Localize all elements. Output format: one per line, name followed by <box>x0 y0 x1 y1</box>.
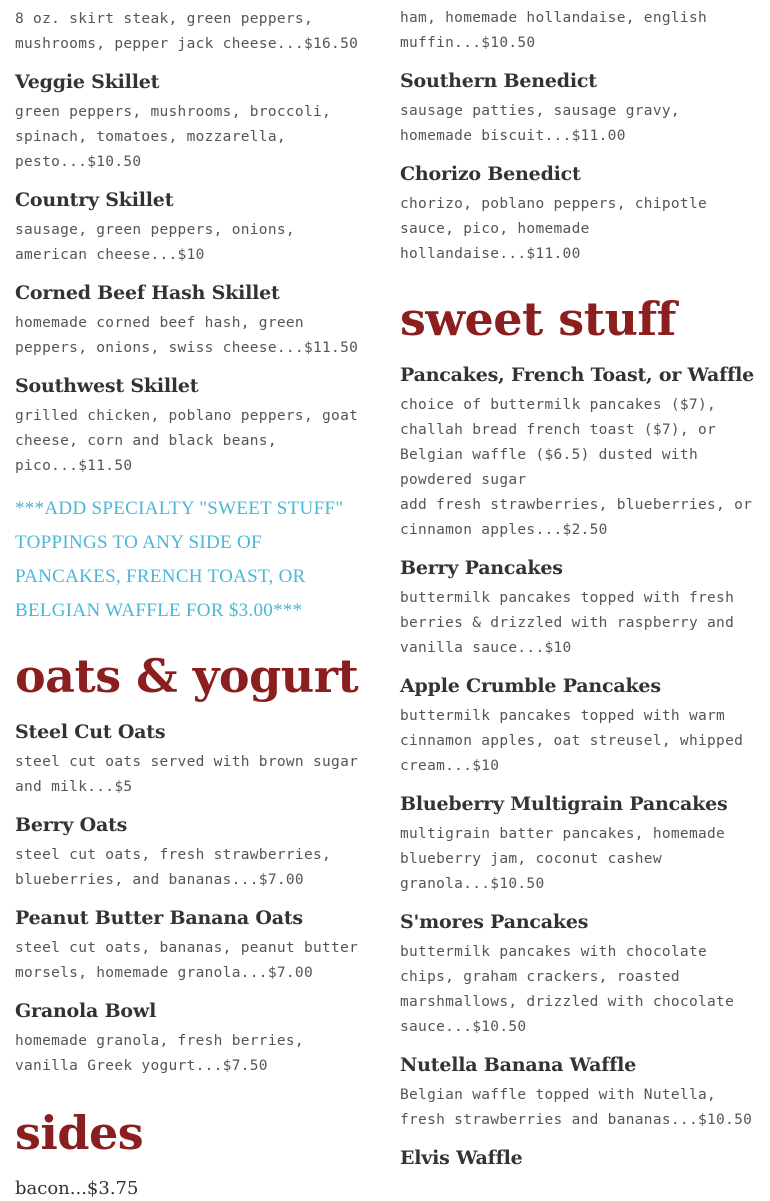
item-title: Apple Crumble Pancakes <box>400 675 661 697</box>
item-description: steel cut oats, fresh strawberries, blueberries, and bananas...$7.00 <box>15 847 332 888</box>
item-description: grilled chicken, poblano peppers, goat cheese, corn and black beans, pico...$11.50 <box>15 408 359 474</box>
menu-item <box>400 162 760 267</box>
menu-item <box>15 999 365 1079</box>
item-title: Berry Pancakes <box>400 557 563 579</box>
section-heading-sweet: sweet stuff <box>400 292 676 346</box>
item-description: choice of buttermilk pancakes ($7), challah bread french toast ($7), or Belgian waffle ($6.5) dusted with powdered sugar <box>400 397 717 488</box>
menu-item <box>400 363 760 543</box>
item-title: Berry Oats <box>15 814 128 836</box>
item-title: Steel Cut Oats <box>15 721 166 743</box>
menu-item <box>15 70 365 175</box>
item-title: Veggie Skillet <box>15 71 160 93</box>
menu-item <box>400 792 760 897</box>
item-description: buttermilk pancakes topped with warm cinnamon apples, oat streusel, whipped cream...$10 <box>400 708 744 774</box>
item-description: multigrain batter pancakes, homemade blueberry jam, coconut cashew granola...$10.50 <box>400 826 726 892</box>
item-description: chorizo, poblano peppers, chipotle sauce, pico, homemade hollandaise...$11.00 <box>400 196 708 262</box>
menu-item <box>400 1053 760 1133</box>
item-description: steel cut oats served with brown sugar and milk...$5 <box>15 754 359 795</box>
menu-item <box>400 1146 760 1170</box>
right-column <box>400 0 760 1183</box>
section-heading-oats: oats & yogurt <box>15 649 359 703</box>
item-title: Southwest Skillet <box>15 375 199 397</box>
item-description: buttermilk pancakes topped with fresh berries & drizzled with raspberry and vanilla sauce...$10 <box>400 590 735 656</box>
menu-item <box>15 906 365 986</box>
item-description: ham, homemade hollandaise, english muffin...$10.50 <box>400 10 708 51</box>
item-title: Chorizo Benedict <box>400 163 581 185</box>
left-column <box>15 0 365 1201</box>
menu-item-benedict <box>400 6 760 56</box>
item-description: green peppers, mushrooms, broccoli, spinach, tomatoes, mozzarella, pesto...$10.50 <box>15 104 332 170</box>
side-item-bacon: bacon...$3.75 <box>15 1178 139 1199</box>
menu-item <box>400 910 760 1040</box>
menu-item <box>15 374 365 479</box>
menu-item <box>400 69 760 149</box>
item-description: sausage patties, sausage gravy, homemade biscuit...$11.00 <box>400 103 680 144</box>
toppings-note: ***ADD SPECIALTY "SWEET STUFF" TOPPINGS TO ANY SIDE OF PANCAKES, FRENCH TOAST, OR BELGIAN WAFFLE FOR $3.00*** <box>15 498 344 621</box>
item-description: homemade granola, fresh berries, vanilla Greek yogurt...$7.50 <box>15 1033 304 1074</box>
item-description: sausage, green peppers, onions, american cheese...$10 <box>15 222 295 263</box>
item-title: Corned Beef Hash Skillet <box>15 282 280 304</box>
item-description: steel cut oats, bananas, peanut butter morsels, homemade granola...$7.00 <box>15 940 359 981</box>
item-title: Country Skillet <box>15 189 174 211</box>
item-title: Pancakes, French Toast, or Waffle <box>400 364 755 386</box>
menu-item <box>15 720 365 800</box>
menu-item <box>15 813 365 893</box>
item-title: Peanut Butter Banana Oats <box>15 907 303 929</box>
item-description: Belgian waffle topped with Nutella, fresh strawberries and bananas...$10.50 <box>400 1087 753 1128</box>
menu-item <box>400 674 760 779</box>
menu-item-steak-skillet <box>15 7 365 57</box>
menu-item <box>15 188 365 268</box>
item-title: Southern Benedict <box>400 70 597 92</box>
item-description: buttermilk pancakes with chocolate chips, graham crackers, roasted marshmallows, drizzled with chocolate sauce...$10.50 <box>400 944 735 1035</box>
item-description: homemade corned beef hash, green peppers, onions, swiss cheese...$11.50 <box>15 315 359 356</box>
item-addon: add fresh strawberries, blueberries, or cinnamon apples...$2.50 <box>400 497 753 538</box>
item-description: 8 oz. skirt steak, green peppers, mushrooms, pepper jack cheese...$16.50 <box>15 11 359 52</box>
item-title: Blueberry Multigrain Pancakes <box>400 793 728 815</box>
menu-item <box>15 281 365 361</box>
menu-item <box>400 556 760 661</box>
section-heading-sides: sides <box>15 1106 144 1160</box>
item-title: Nutella Banana Waffle <box>400 1054 637 1076</box>
item-title: Granola Bowl <box>15 1000 157 1022</box>
item-title: Elvis Waffle <box>400 1147 523 1169</box>
item-title: S'mores Pancakes <box>400 911 589 933</box>
